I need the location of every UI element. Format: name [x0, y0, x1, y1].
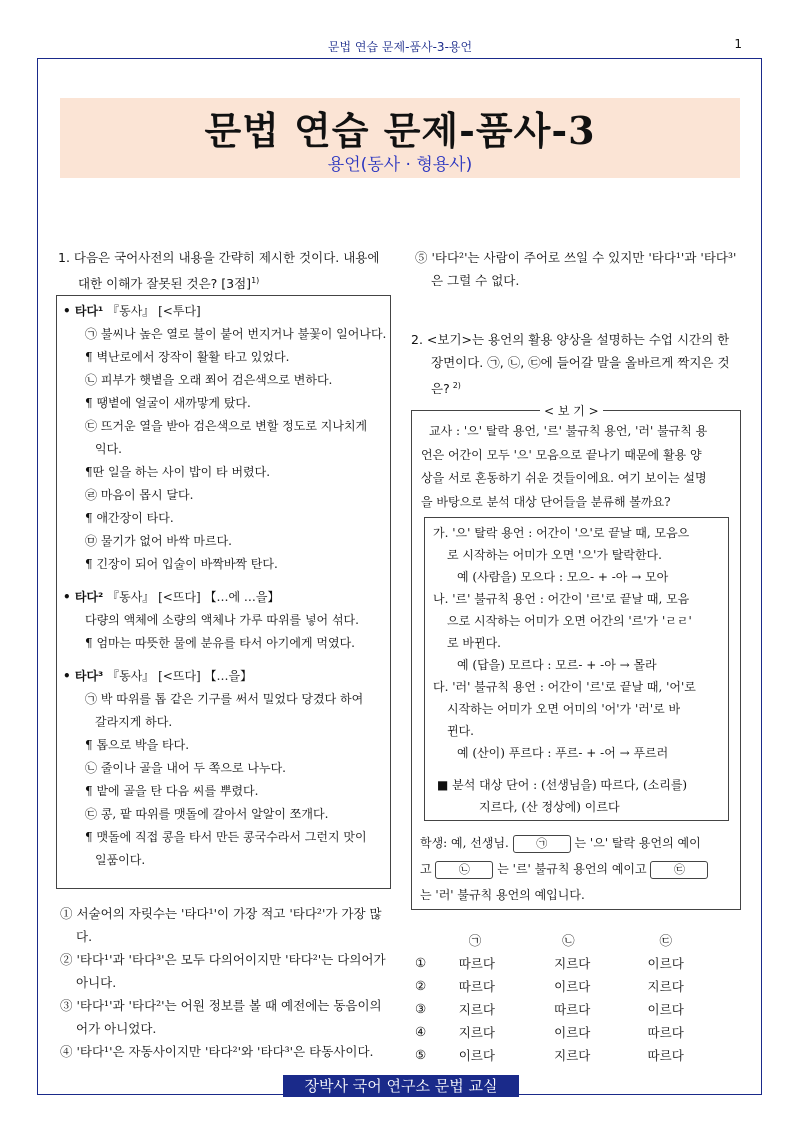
entry-info: 『동사』 [<뜨다] 【…을】: [103, 669, 253, 683]
rule-line: 예 (사람을) 모으다 : 모으- + -아 → 모아: [457, 570, 669, 584]
rule-line: 뀐다.: [447, 724, 474, 738]
definition-line: ㉡ 피부가 햇볕을 오래 쬐어 검은색으로 변하다.: [85, 373, 333, 387]
answer-option[interactable]: 은 그럴 수 없다.: [431, 273, 520, 288]
answer-option[interactable]: ④ '타다¹'은 자동사이지만 '타다²'와 '타다³'은 타동사이다.: [60, 1044, 374, 1059]
question-1-stem-line: 1. 다음은 국어사전의 내용을 간략히 제시한 것이다. 내용에: [58, 250, 380, 265]
answer-option[interactable]: 어가 아니었다.: [76, 1021, 157, 1036]
student-dialogue: [420, 830, 740, 908]
header-cell: [415, 928, 449, 951]
definition-line: ¶ 맷돌에 직접 콩을 타서 만든 콩국수라서 그런지 맛이: [85, 830, 367, 844]
answer-cell: 지르다: [554, 1047, 591, 1063]
analysis-line: ■ 분석 대상 단어 : (선생님을) 따르다, (소리를): [437, 778, 688, 792]
answer-cell: 이르다: [554, 978, 591, 994]
question-1-stem: [58, 246, 398, 295]
answer-cell: 따르다: [554, 1001, 591, 1017]
dictionary-entry-head: [63, 665, 384, 688]
question-2-stem: [411, 328, 747, 400]
definition-line: ¶ 톱으로 박을 타다.: [85, 738, 190, 752]
rule-line: 가. '으' 탈락 용언 : 어간이 '으'로 끝날 때, 모음으: [433, 526, 690, 540]
answer-cell: 따르다: [647, 1047, 684, 1063]
running-header: 문법 연습 문제-품사-3-용언: [327, 40, 473, 54]
headword: • 타다²: [63, 590, 104, 604]
definition-line: 익다.: [95, 442, 122, 456]
headword: • 타다³: [63, 669, 104, 683]
blank-2: ㉡: [435, 861, 493, 879]
definition-line: ¶ 벽난로에서 장작이 활활 타고 있었다.: [85, 350, 290, 364]
student-text: 는 '르' 불규칙 용언의 예이고: [497, 862, 647, 876]
header-cell: ㉢: [659, 932, 673, 948]
answer-cell: 따르다: [458, 978, 495, 994]
dictionary-entry-head: [63, 300, 384, 323]
definition-line: ㉤ 물기가 없어 바싹 마르다.: [85, 534, 232, 548]
blank-1: ㉠: [513, 835, 571, 853]
bogi-label: < 보 기 >: [540, 402, 603, 419]
rule-line: 다. '러' 불규칙 용언 : 어간이 '르'로 끝날 때, '어'로: [433, 680, 696, 694]
answer-row[interactable]: [415, 951, 735, 974]
entry-info: 『동사』 [<뜨다] 【…에 …을】: [103, 590, 280, 604]
rule-line: 예 (산이) 푸르다 : 푸르- + -어 → 푸르러: [457, 746, 669, 760]
answer-option[interactable]: ① 서술어의 자릿수는 '타다¹'이 가장 적고 '타다²'가 가장 많: [60, 906, 382, 921]
answer-table: [415, 928, 735, 1066]
teacher-line: 상을 서로 혼동하기 쉬운 것들이에요. 여기 보이는 설명: [421, 471, 707, 485]
question-2-stem-text: 2. <보기>는 용언의 활용 양상을 설명하는 수업 시간의 한: [411, 332, 730, 347]
definition-line: ㉣ 마음이 몹시 달다.: [85, 488, 194, 502]
page-number: 1: [734, 37, 742, 51]
page-title: 문법 연습 문제-품사-3: [204, 108, 596, 153]
analysis-line: 지르다, (산 정상에) 이르다: [479, 800, 620, 814]
option-number: ⑤: [415, 1047, 427, 1062]
definition-line: ㉠ 박 따위를 톱 같은 기구를 써서 밀었다 당겼다 하여: [85, 692, 364, 706]
definition-line: ¶ 땡볕에 얼굴이 새까맣게 탔다.: [85, 396, 251, 410]
definition-line: ㉢ 콩, 팥 따위를 맷돌에 갈아서 알알이 쪼개다.: [85, 807, 329, 821]
definition-line: 다량의 액체에 소량의 액체나 가루 따위를 넣어 섞다.: [85, 613, 359, 627]
definition-line: ㉠ 불씨나 높은 열로 불이 붙어 번지거나 불꽃이 일어나다.: [85, 327, 387, 341]
answer-row[interactable]: [415, 997, 735, 1020]
rule-line: 시작하는 어미가 오면 어미의 '어'가 '러'로 바: [447, 702, 681, 716]
answer-option[interactable]: 다.: [76, 929, 93, 944]
definition-line: ¶딴 일을 하는 사이 밥이 타 버렸다.: [85, 465, 271, 479]
definition-line: 일품이다.: [95, 853, 146, 867]
question-2-stem-line: [411, 351, 747, 374]
answer-option[interactable]: ⑤ '타다²'는 사람이 주어로 쓰일 수 있지만 '타다¹'과 '타다³': [415, 250, 737, 265]
student-text: 고: [420, 862, 432, 876]
question-2-stem-line: [411, 374, 747, 400]
definition-line: ¶ 애간장이 타다.: [85, 511, 174, 525]
student-text: 는 '으' 탈락 용언의 예이: [574, 836, 701, 850]
entry-info: 『동사』 [<투다]: [103, 304, 201, 318]
footer-banner: 장박사 국어 연구소 문법 교실: [283, 1075, 519, 1097]
answer-row[interactable]: [415, 974, 735, 997]
question-1-options: [60, 902, 395, 1063]
student-line-2: [420, 856, 740, 882]
definition-line: ¶ 엄마는 따뜻한 물에 분유를 타서 아기에게 먹였다.: [85, 636, 355, 650]
question-2-stem-line: [411, 328, 747, 351]
question-1-stem-text: 대한 이해가 잘못된 것은? [3점]: [78, 276, 252, 292]
headword: • 타다¹: [63, 304, 104, 318]
student-text: 학생: 예, 선생님.: [420, 836, 509, 850]
definition-line: ㉢ 뜨거운 열을 받아 검은색으로 변할 정도로 지나치게: [85, 419, 368, 433]
question-1-option-5: [415, 246, 750, 292]
rule-line: 으로 시작하는 어미가 오면 어간의 '르'가 'ㄹㄹ': [447, 614, 692, 628]
page-subtitle: 용언(동사 · 형용사): [327, 155, 473, 175]
definition-line: ¶ 밭에 골을 탄 다음 씨를 뿌렸다.: [85, 784, 259, 798]
answer-cell: 지르다: [554, 955, 591, 971]
rule-line: 로 바뀐다.: [447, 636, 501, 650]
answer-row[interactable]: [415, 1043, 735, 1066]
answer-cell: 지르다: [458, 1024, 495, 1040]
option-number: ③: [415, 1001, 427, 1016]
answer-cell: 이르다: [647, 955, 684, 971]
definition-line: 갈라지게 하다.: [95, 715, 173, 729]
footnote-marker: 2): [452, 381, 461, 390]
answer-cell: 이르다: [554, 1024, 591, 1040]
option-number: ④: [415, 1024, 427, 1039]
teacher-dialogue: [421, 420, 736, 514]
question-2-stem-text: 장면이다. ㉠, ㉡, ㉢에 들어갈 말을 올바르게 짝지은 것: [431, 355, 730, 370]
answer-option[interactable]: 아니다.: [76, 975, 117, 990]
rule-line: 로 시작하는 어미가 오면 '으'가 탈락한다.: [447, 548, 662, 562]
blank-3: ㉢: [650, 861, 708, 879]
answer-cell: 이르다: [458, 1047, 495, 1063]
analysis-targets: [429, 774, 724, 818]
option-number: ①: [415, 955, 427, 970]
definition-line: ㉡ 줄이나 골을 내어 두 쪽으로 나누다.: [85, 761, 286, 775]
dictionary-excerpt-box: [56, 295, 391, 889]
teacher-line: 을 바탕으로 분석 대상 단어들을 분류해 볼까요?: [421, 494, 671, 509]
student-line-3: 는 '러' 불규칙 용언의 예입니다.: [420, 888, 585, 902]
rule-line: 예 (답을) 모르다 : 모르- + -아 → 몰라: [457, 658, 657, 672]
answer-row[interactable]: [415, 1020, 735, 1043]
header-cell: ㉠: [468, 932, 482, 948]
question-1-stem-line: [58, 269, 398, 295]
answer-header-row: [415, 928, 735, 951]
answer-cell: 지르다: [458, 1001, 495, 1017]
question-2-stem-text: 은?: [431, 381, 450, 397]
header-cell: ㉡: [562, 932, 575, 948]
option-number: ②: [415, 978, 427, 993]
dictionary-entry-head: [63, 586, 384, 609]
answer-option[interactable]: ③ '타다¹'과 '타다²'는 어원 정보를 볼 때 예전에는 동음이의: [60, 998, 382, 1013]
answer-option[interactable]: ② '타다¹'과 '타다³'은 모두 다의어이지만 '타다²'는 다의어가: [60, 952, 386, 967]
teacher-line: 교사 : '으' 탈락 용언, '르' 불규칙 용언, '러' 불규칙 용: [429, 424, 708, 438]
answer-cell: 따르다: [458, 955, 495, 971]
student-line-1: [420, 830, 740, 856]
rule-line: 나. '르' 불규칙 용언 : 어간이 '르'로 끝날 때, 모음: [433, 592, 690, 606]
definition-line: ¶ 긴장이 되어 입술이 바짝바짝 탄다.: [85, 557, 278, 571]
teacher-line: 언은 어간이 모두 '으' 모음으로 끝나기 때문에 활용 양: [421, 447, 702, 462]
answer-cell: 지르다: [647, 978, 684, 994]
answer-cell: 이르다: [647, 1001, 684, 1017]
footnote-marker: 1): [251, 276, 260, 285]
answer-cell: 따르다: [647, 1024, 684, 1040]
rules-box: [424, 517, 729, 821]
